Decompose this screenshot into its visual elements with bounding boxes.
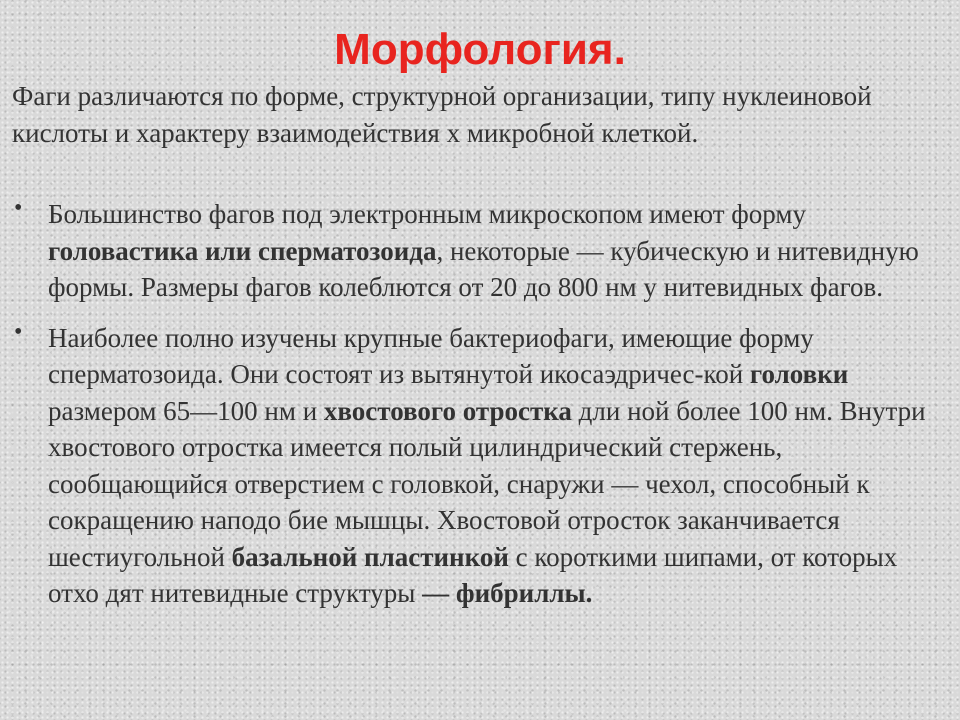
emphasis-text: хвостового отростка — [323, 395, 572, 426]
text-segment: Большинство фагов под электронным микроскопом имеют форму — [48, 199, 806, 229]
text-segment: размером 65—100 нм и — [48, 395, 324, 426]
bullet-item — [14, 196, 942, 306]
slide-title: Морфология. — [334, 25, 626, 74]
bullet-item — [14, 320, 942, 612]
emphasis-text: — фибриллы. — [422, 578, 593, 608]
text-segment: дли ной более 100 нм. Внутри хвостового отростка имеется полый цилиндрический стержень, сообщающийся отверстием с головкой, снаружи — чехол, способный к сокращению наподо бие мышцы. Хвостовой отросток заканчивается шестиугольной — [48, 395, 926, 572]
bullet-marker-icon: • — [14, 195, 23, 221]
emphasis-text: головастика или сперматозоида — [48, 235, 437, 266]
bullet-text — [48, 199, 919, 302]
text-segment: , некоторые — кубическую и нитевидную формы. Размеры фагов колеблются от 20 до 800 нм у нитевидных фагов. — [48, 235, 919, 302]
intro-paragraph: Фаги различаются по форме, структурной организации, типу нуклеиновой кислоты и характеру взаимодействия х микробной клеткой. — [12, 81, 872, 148]
bullet-text — [48, 323, 926, 609]
bullet-marker-icon: • — [14, 318, 23, 345]
text-segment: Наиболее полно изучены крупные бактериофаги, имеющие форму сперматозоида. Они состоят из вытянутой икосаэдричес-кой — [48, 322, 814, 389]
bullet-list — [14, 196, 942, 612]
emphasis-text: головки — [749, 359, 849, 389]
emphasis-text: базальной пластинкой — [231, 541, 509, 572]
text-segment: с короткими шипами, от которых отхо дят нитевидные структуры — [48, 541, 898, 608]
